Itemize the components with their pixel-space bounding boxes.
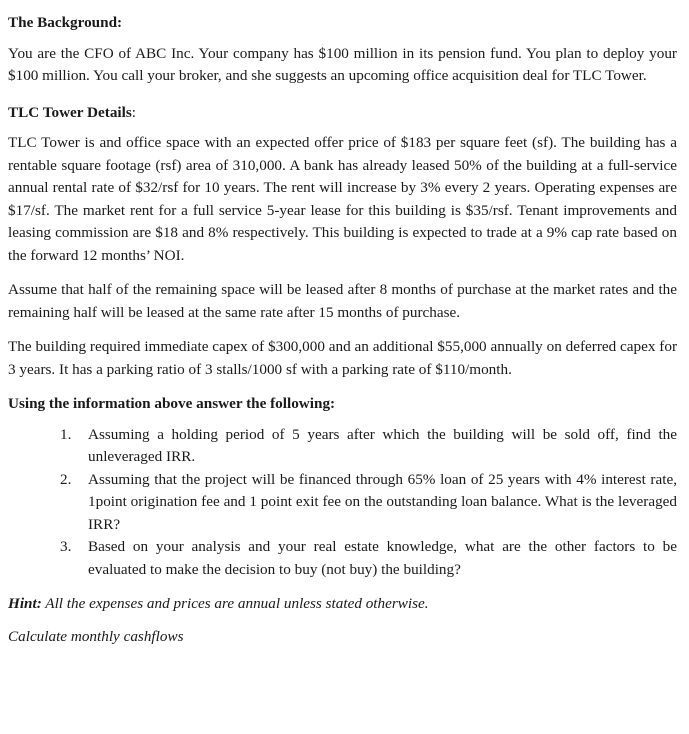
details-heading	[8, 102, 677, 125]
details-heading-label: TLC Tower Details	[8, 103, 132, 121]
background-paragraph: You are the CFO of ABC Inc. Your company has $100 million in its pension fund. You plan to deploy your $100 million. You call your broker, and she suggests an upcoming office acquisition deal for TLC Tower.	[8, 44, 677, 84]
questions-list	[8, 424, 677, 582]
assumption-paragraph: Assume that half of the remaining space will be leased after 8 months of purchase at the market rates and the remaining half will be leased at the same rate after 15 months of purchase.	[8, 281, 677, 321]
capex-paragraph: The building required immediate capex of $300,000 and an additional $55,000 annually on deferred capex for 3 years. It has a parking ratio of 3 stalls/1000 sf with a parking rate of $110/month.	[8, 338, 677, 378]
calc-note: Calculate monthly cashflows	[8, 627, 184, 645]
details-paragraph: TLC Tower is and office space with an expected offer price of $183 per square feet (sf). The building has a rentable square footage (rsf) area of 310,000. A bank has already leased 50% of the building at a full-service annual rental rate of $32/rsf for 10 years. The rent will increase by 3% every 2 years. Operating expenses are $17/sf. The market rent for a full service 5-year lease for this building is $35/rsf. Tenant improvements and leasing commission are $18 and 8% respectively. This building is expected to trade at a 9% cap rate based on the forward 12 months’ NOI.	[8, 134, 677, 264]
hint-label: Hint:	[8, 595, 42, 612]
question-number: 2.	[60, 470, 72, 488]
background-heading: The Background:	[8, 14, 123, 31]
question-text: Assuming that the project will be financed through 65% loan of 25 years with 4% interest rate, 1point origination fee and 1 point exit fee on the outstanding loan balance. What is the leveraged IRR?	[88, 470, 677, 533]
hint-text: All the expenses and prices are annual unless stated otherwise.	[41, 595, 429, 612]
question-item	[60, 424, 677, 469]
question-number: 1.	[60, 425, 72, 443]
question-item	[60, 469, 677, 537]
question-text: Based on your analysis and your real estate knowledge, what are the other factors to be evaluated to make the decision to buy (not buy) the building?	[88, 538, 677, 578]
question-text: Assuming a holding period of 5 years after which the building will be sold off, find the unleveraged IRR.	[88, 425, 677, 465]
details-heading-colon: :	[131, 103, 136, 121]
hint-line	[8, 593, 677, 616]
question-number: 3.	[60, 538, 72, 555]
questions-heading: Using the information above answer the following:	[8, 395, 336, 412]
question-item	[60, 536, 677, 581]
